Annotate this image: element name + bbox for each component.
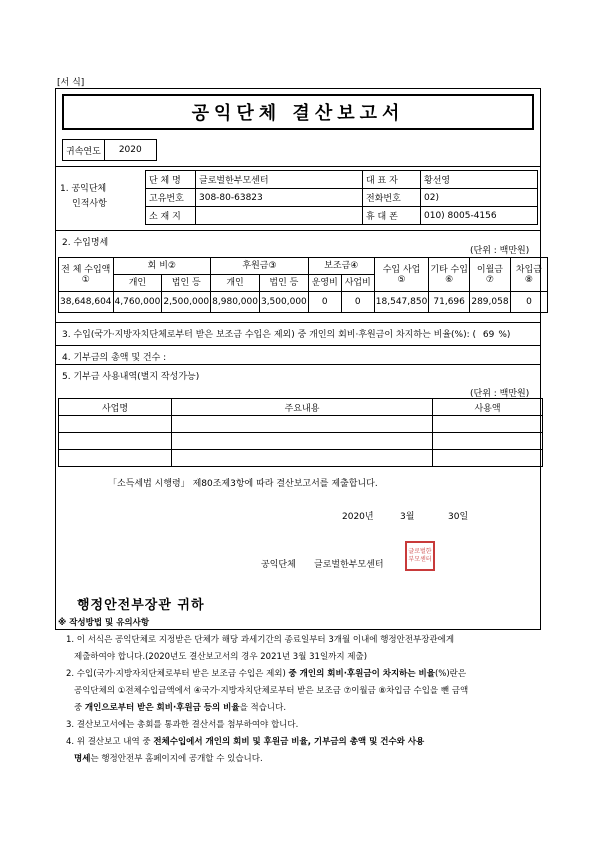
date-year: 2020년 bbox=[342, 512, 374, 522]
note-4a-bold: 전체수입에서 개인의 회비 및 후원금 비율, 기부금의 총액 및 건수와 사용 bbox=[153, 737, 425, 747]
mobile-label: 휴 대 폰 bbox=[363, 207, 421, 225]
sub-corp: 법인 등 bbox=[162, 275, 211, 292]
year-value: 2020 bbox=[104, 140, 156, 161]
ratio-text: 3. 수입(국가·지방자치단체로부터 받은 보조금 수입은 제외) 중 개인의 회비·후원금이 차지하는 비율(%): ( bbox=[62, 330, 476, 340]
sub-individual: 개인 bbox=[113, 275, 162, 292]
rep-value: 황선영 bbox=[421, 171, 538, 189]
h-loan-no: ⑧ bbox=[524, 274, 533, 285]
val-subsidy-biz: 0 bbox=[341, 292, 374, 313]
notes-header: ※ 작성방법 및 유의사항 bbox=[58, 618, 150, 628]
recipient: 행정안전부장관 귀하 bbox=[77, 598, 205, 613]
info-section-line1: 1. 공익단체 bbox=[60, 184, 107, 194]
h-loan bbox=[510, 258, 547, 292]
h-loan-label: 차입금 bbox=[515, 264, 542, 275]
mobile-value: 010) 8005-4156 bbox=[421, 207, 538, 225]
note-1b: 제출하여야 합니다.(2020년도 결산보고서의 경우 2021년 3월 31일까지 제출) bbox=[74, 652, 368, 662]
sub-corp2: 법인 등 bbox=[259, 275, 308, 292]
notes bbox=[58, 615, 548, 768]
note-2b: 공익단체의 ①전체수입금액에서 ④국가·지방자치단체로부터 받은 보조금 ⑦이월금 ⑧차입금 수입을 뺀 금액 bbox=[74, 686, 469, 696]
val-fee-individual: 4,760,000 bbox=[113, 292, 162, 313]
h-other-no: ⑥ bbox=[445, 274, 454, 285]
info-section-line2: 인적사항 bbox=[72, 199, 107, 209]
col-biz: 사업명 bbox=[59, 399, 172, 416]
usage-row bbox=[59, 450, 543, 467]
h-business-no: ⑤ bbox=[397, 274, 406, 285]
divider bbox=[55, 322, 541, 323]
note-4a-pre: 4. 위 결산보고 내역 중 bbox=[66, 737, 154, 747]
h-business-label: 수입 사업 bbox=[382, 264, 421, 275]
date-day: 30일 bbox=[448, 512, 469, 522]
val-carry: 289,058 bbox=[469, 292, 510, 313]
sub-oper: 운영비 bbox=[308, 275, 341, 292]
regno-label: 고유번호 bbox=[146, 189, 196, 207]
note-2c-bold: 개인으로부터 받은 회비·후원금 등의 비율 bbox=[84, 703, 240, 713]
note-4b bbox=[58, 751, 548, 768]
year-table bbox=[62, 139, 157, 161]
divider bbox=[55, 345, 541, 346]
name-label: 단 체 명 bbox=[146, 171, 196, 189]
sub-individual2: 개인 bbox=[211, 275, 260, 292]
h-total bbox=[59, 258, 114, 292]
donation-count: 4. 기부금의 총액 및 건수 : bbox=[62, 353, 167, 363]
usage-table bbox=[58, 398, 543, 467]
note-3: 3. 결산보고서에는 총회를 통과한 결산서를 첨부하여야 합니다. bbox=[66, 720, 299, 730]
h-business bbox=[374, 258, 429, 292]
val-subsidy-oper: 0 bbox=[308, 292, 341, 313]
info-table bbox=[145, 170, 538, 225]
name-value: 글로벌한부모센터 bbox=[196, 171, 363, 189]
note-2a-post: (%)란은 bbox=[434, 669, 467, 679]
note-2a-bold: 중 개인의 회비·후원금이 차지하는 비율 bbox=[288, 669, 435, 679]
h-sponsor: 후원금③ bbox=[211, 258, 309, 275]
note-2c bbox=[58, 700, 548, 717]
val-total: 38,648,604 bbox=[59, 292, 114, 313]
val-sponsor-individual: 8,980,000 bbox=[211, 292, 260, 313]
year-label: 귀속연도 bbox=[63, 140, 105, 161]
statement: 「소득세법 시행령」 제80조제3항에 따라 결산보고서를 제출합니다. bbox=[108, 479, 378, 489]
usage-section-title: 5. 기부금 사용내역(별지 작성가능) bbox=[62, 372, 200, 382]
note-4b-bold: 명세 bbox=[74, 754, 91, 764]
income-table bbox=[58, 257, 548, 313]
note-1a: 1. 이 서식은 공익단체로 지정받은 단체가 해당 과세기간의 종료일부터 3개월 이내에 행정안전부장관에게 bbox=[66, 635, 455, 645]
title-box bbox=[62, 94, 534, 130]
form-tag: [서 식] bbox=[57, 78, 85, 88]
val-other: 71,696 bbox=[429, 292, 470, 313]
val-loan: 0 bbox=[510, 292, 547, 313]
h-carry-label: 이월금 bbox=[476, 264, 503, 275]
seal-stamp bbox=[405, 541, 435, 571]
divider bbox=[55, 230, 541, 231]
addr-label: 소 재 지 bbox=[146, 207, 196, 225]
note-2a-pre: 2. 수입(국가·지방자치단체로부터 받은 보조금 수입은 제외) bbox=[66, 669, 289, 679]
date-month: 3월 bbox=[400, 512, 415, 522]
submitter-name: 글로벌한부모센터 bbox=[314, 560, 384, 570]
h-other bbox=[429, 258, 470, 292]
sub-biz: 사업비 bbox=[341, 275, 374, 292]
note-2c-post: 을 적습니다. bbox=[239, 703, 287, 713]
val-business: 18,547,850 bbox=[374, 292, 429, 313]
col-content: 주요내용 bbox=[172, 399, 433, 416]
h-carry bbox=[469, 258, 510, 292]
ratio-suffix: %) bbox=[498, 330, 511, 340]
seal-text: 글로벌한부모센터 bbox=[408, 548, 432, 563]
h-carry-no: ⑦ bbox=[485, 274, 494, 285]
submitter-label: 공익단체 bbox=[261, 560, 296, 570]
h-total-no: ① bbox=[81, 274, 90, 285]
usage-unit: (단위 : 백만원) bbox=[470, 389, 530, 399]
rep-label: 대 표 자 bbox=[363, 171, 421, 189]
val-fee-corp: 2,500,000 bbox=[162, 292, 211, 313]
divider bbox=[55, 166, 541, 167]
ratio-value: 69 bbox=[482, 330, 495, 340]
h-fee: 회 비② bbox=[113, 258, 211, 275]
divider bbox=[55, 364, 541, 365]
page-title: 공익단체 결산보고서 bbox=[191, 103, 405, 124]
addr-value bbox=[196, 207, 363, 225]
info-section-label bbox=[60, 182, 145, 212]
h-other-label: 기타 수입 bbox=[430, 264, 468, 275]
note-4b-post: 는 행정안전부 홈페이지에 공개할 수 있습니다. bbox=[90, 754, 263, 764]
h-total-label: 전 체 수입액 bbox=[61, 264, 111, 275]
income-unit: (단위 : 백만원) bbox=[470, 246, 530, 256]
phone-value: 02) bbox=[421, 189, 538, 207]
col-amount: 사용액 bbox=[433, 399, 543, 416]
regno-value: 308-80-63823 bbox=[196, 189, 363, 207]
note-2a bbox=[58, 666, 548, 683]
income-section-title: 2. 수입명세 bbox=[62, 238, 109, 248]
val-sponsor-corp: 3,500,000 bbox=[259, 292, 308, 313]
note-2c-pre: 중 bbox=[74, 703, 85, 713]
usage-row bbox=[59, 416, 543, 433]
note-4a bbox=[58, 734, 548, 751]
ratio-line bbox=[62, 327, 510, 340]
h-subsidy: 보조금④ bbox=[308, 258, 374, 275]
phone-label: 전화번호 bbox=[363, 189, 421, 207]
usage-row bbox=[59, 433, 543, 450]
